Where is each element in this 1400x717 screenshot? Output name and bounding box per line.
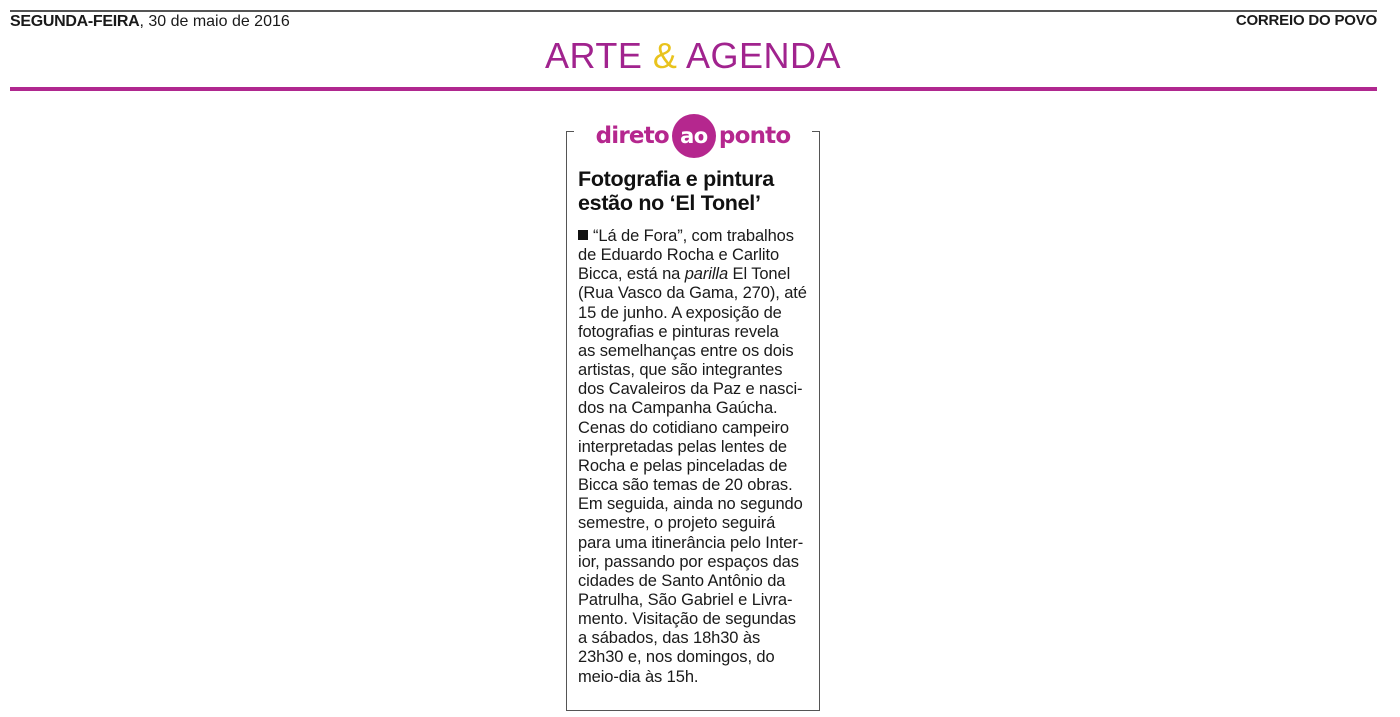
section-title bbox=[0, 34, 1386, 78]
article-headline bbox=[578, 167, 814, 215]
body-line: Bicca, está na parilla El Tonel bbox=[578, 265, 791, 284]
body-line: para uma itinerância pelo Inter- bbox=[578, 533, 804, 552]
body-line: meio-dia às 15h. bbox=[578, 667, 699, 686]
body-line: dos Cavaleiros da Paz e nasci- bbox=[578, 380, 803, 399]
body-line: “Lá de Fora”, com trabalhos bbox=[578, 227, 814, 246]
body-line: dos na Campanha Gaúcha. bbox=[578, 399, 778, 418]
date: , 30 de maio de 2016 bbox=[139, 13, 290, 30]
body-line: a sábados, das 18h30 às bbox=[578, 629, 761, 648]
body-line: as semelhanças entre os dois bbox=[578, 341, 794, 360]
body-line: mento. Visitação de segundas bbox=[578, 610, 796, 629]
weekday: SEGUNDA-FEIRA bbox=[10, 13, 140, 30]
body-line: de Eduardo Rocha e Carlito bbox=[578, 246, 780, 265]
article-body bbox=[578, 227, 814, 687]
newspaper-name: CORREIO DO POVO bbox=[1235, 12, 1377, 29]
body-line: semestre, o projeto seguirá bbox=[578, 514, 776, 533]
section-ampersand: & bbox=[652, 35, 678, 76]
body-line: cidades de Santo Antônio da bbox=[578, 571, 786, 590]
dateline bbox=[10, 12, 290, 32]
body-line: ior, passando por espaços das bbox=[578, 552, 799, 571]
kicker-direto: direto bbox=[595, 123, 669, 149]
headline-line-2: estão no ‘El Tonel’ bbox=[578, 191, 761, 215]
body-line: fotografias e pinturas revela bbox=[578, 322, 779, 341]
body-line: Bicca são temas de 20 obras. bbox=[578, 476, 793, 495]
column-kicker bbox=[574, 112, 812, 160]
body-line: Cenas do cotidiano campeiro bbox=[578, 418, 790, 437]
body-line: Patrulha, São Gabriel e Livra- bbox=[578, 590, 793, 609]
section-word-agenda: AGENDA bbox=[685, 35, 841, 76]
italic-parilla: parilla bbox=[684, 265, 729, 284]
body-line: interpretadas pelas lentes de bbox=[578, 437, 787, 456]
body-line: artistas, que são integrantes bbox=[578, 361, 783, 380]
section-word-arte: ARTE bbox=[545, 35, 643, 76]
section-rule bbox=[10, 87, 1377, 91]
body-line: 23h30 e, nos domingos, do bbox=[578, 648, 775, 667]
body-line: 15 de junho. A exposição de bbox=[578, 303, 782, 322]
kicker-ponto: ponto bbox=[718, 123, 791, 149]
body-line: (Rua Vasco da Gama, 270), até bbox=[578, 284, 807, 303]
bullet-square-icon bbox=[578, 230, 588, 240]
kicker-ao-circle: ao bbox=[672, 114, 716, 158]
headline-line-1: Fotografia e pintura bbox=[578, 167, 774, 191]
body-line: Rocha e pelas pinceladas de bbox=[578, 456, 788, 475]
body-line: Em seguida, ainda no segundo bbox=[578, 495, 803, 514]
